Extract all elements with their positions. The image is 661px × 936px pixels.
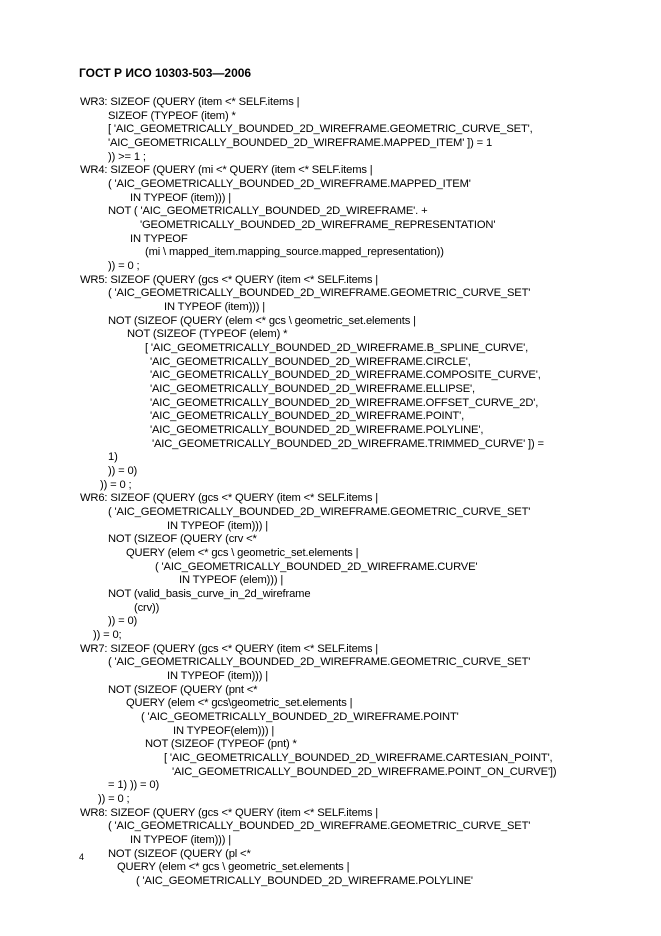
code-line: NOT (SIZEOF (QUERY (crv <* [108,533,257,545]
code-line: 'AIC_GEOMETRICALLY_BOUNDED_2D_WIREFRAME.OFFSET_CURVE_2D', [150,397,539,409]
code-line: WR6: SIZEOF (QUERY (gcs <* QUERY (item <* SELF.items | [80,492,378,504]
code-line: WR3: SIZEOF (QUERY (item <* SELF.items | [80,96,300,108]
code-line: (crv)) [134,602,160,614]
code-line: )) = 0 ; [100,479,132,491]
code-line: ( 'AIC_GEOMETRICALLY_BOUNDED_2D_WIREFRAME.GEOMETRIC_CURVE_SET' [108,656,531,668]
code-line: )) >= 1 ; [108,151,146,163]
code-line: QUERY (elem <* gcs \ geometric_set.elements | [117,861,350,873]
code-line: NOT (SIZEOF (QUERY (pl <* [108,848,251,860]
code-line: NOT (SIZEOF (TYPEOF (pnt) * [145,738,297,750]
code-line: 1) [108,451,118,463]
code-line: WR8: SIZEOF (QUERY (gcs <* QUERY (item <* SELF.items | [80,807,378,819]
code-line: [ 'AIC_GEOMETRICALLY_BOUNDED_2D_WIREFRAME.B_SPLINE_CURVE', [145,342,529,354]
code-line: 'AIC_GEOMETRICALLY_BOUNDED_2D_WIREFRAME.TRIMMED_CURVE' ]) = [152,438,544,450]
code-line: IN TYPEOF(elem))) | [173,725,275,737]
code-line: NOT (SIZEOF (QUERY (elem <* gcs \ geometric_set.elements | [108,315,416,327]
code-line: IN TYPEOF (item))) | [130,834,232,846]
code-line: 'AIC_GEOMETRICALLY_BOUNDED_2D_WIREFRAME.CIRCLE', [150,356,471,368]
code-line: )) = 0 ; [108,260,140,272]
code-line: ( 'AIC_GEOMETRICALLY_BOUNDED_2D_WIREFRAME.GEOMETRIC_CURVE_SET' [108,506,531,518]
page-number: 4 [79,852,85,862]
code-line: 'AIC_GEOMETRICALLY_BOUNDED_2D_WIREFRAME.COMPOSITE_CURVE', [150,369,541,381]
code-line: IN TYPEOF (item))) | [164,301,266,313]
code-line: NOT (SIZEOF (QUERY (pnt <* [108,684,258,696]
code-line: 'GEOMETRICALLY_BOUNDED_2D_WIREFRAME_REPRESENTATION' [140,219,496,231]
code-line: NOT (valid_basis_curve_in_2d_wireframe [108,588,311,600]
code-line: WR7: SIZEOF (QUERY (gcs <* QUERY (item <* SELF.items | [80,643,378,655]
code-line: IN TYPEOF (item))) | [130,192,232,204]
code-line: ( 'AIC_GEOMETRICALLY_BOUNDED_2D_WIREFRAME.POINT' [141,711,459,723]
code-line: IN TYPEOF (item))) | [167,670,269,682]
code-line: )) = 0) [108,465,138,477]
code-line: WR5: SIZEOF (QUERY (gcs <* QUERY (item <* SELF.items | [80,274,378,286]
code-line: ( 'AIC_GEOMETRICALLY_BOUNDED_2D_WIREFRAME.POLYLINE' [136,875,473,887]
code-line: WR4: SIZEOF (QUERY (mi <* QUERY (item <* SELF.items | [80,164,373,176]
code-line: )) = 0; [93,629,122,641]
document-header: ГОСТ Р ИСО 10303-503—2006 [79,66,252,80]
code-line: 'AIC_GEOMETRICALLY_BOUNDED_2D_WIREFRAME.ELLIPSE', [150,383,475,395]
code-line: QUERY (elem <* gcs \ geometric_set.elements | [126,547,359,559]
code-line: (mi \ mapped_item.mapping_source.mapped_representation)) [145,246,444,258]
code-line: )) = 0 ; [98,793,130,805]
code-line: QUERY (elem <* gcs\geometric_set.elements | [126,697,353,709]
code-line: [ 'AIC_GEOMETRICALLY_BOUNDED_2D_WIREFRAME.CARTESIAN_POINT', [164,752,553,764]
code-line: SIZEOF (TYPEOF (item) * [108,110,236,122]
code-line: 'AIC_GEOMETRICALLY_BOUNDED_2D_WIREFRAME.MAPPED_ITEM' ]) = 1 [108,137,493,149]
code-line: NOT ( 'AIC_GEOMETRICALLY_BOUNDED_2D_WIREFRAME'. + [108,205,428,217]
code-line: 'AIC_GEOMETRICALLY_BOUNDED_2D_WIREFRAME.POINT_ON_CURVE']) [172,766,557,778]
code-line: IN TYPEOF (elem))) | [179,574,284,586]
code-line: IN TYPEOF (item))) | [167,520,269,532]
code-line: 'AIC_GEOMETRICALLY_BOUNDED_2D_WIREFRAME.POINT', [150,410,465,422]
code-line: ( 'AIC_GEOMETRICALLY_BOUNDED_2D_WIREFRAME.MAPPED_ITEM' [108,178,471,190]
code-line: [ 'AIC_GEOMETRICALLY_BOUNDED_2D_WIREFRAME.GEOMETRIC_CURVE_SET', [108,123,533,135]
code-line: 'AIC_GEOMETRICALLY_BOUNDED_2D_WIREFRAME.POLYLINE', [150,424,484,436]
code-line: ( 'AIC_GEOMETRICALLY_BOUNDED_2D_WIREFRAME.CURVE' [155,561,478,573]
code-line: )) = 0) [108,615,138,627]
code-line: = 1) )) = 0) [108,779,160,791]
code-line: ( 'AIC_GEOMETRICALLY_BOUNDED_2D_WIREFRAME.GEOMETRIC_CURVE_SET' [108,820,531,832]
code-line: NOT (SIZEOF (TYPEOF (elem) * [127,328,288,340]
code-line: ( 'AIC_GEOMETRICALLY_BOUNDED_2D_WIREFRAME.GEOMETRIC_CURVE_SET' [108,287,531,299]
code-line: IN TYPEOF [130,233,188,245]
